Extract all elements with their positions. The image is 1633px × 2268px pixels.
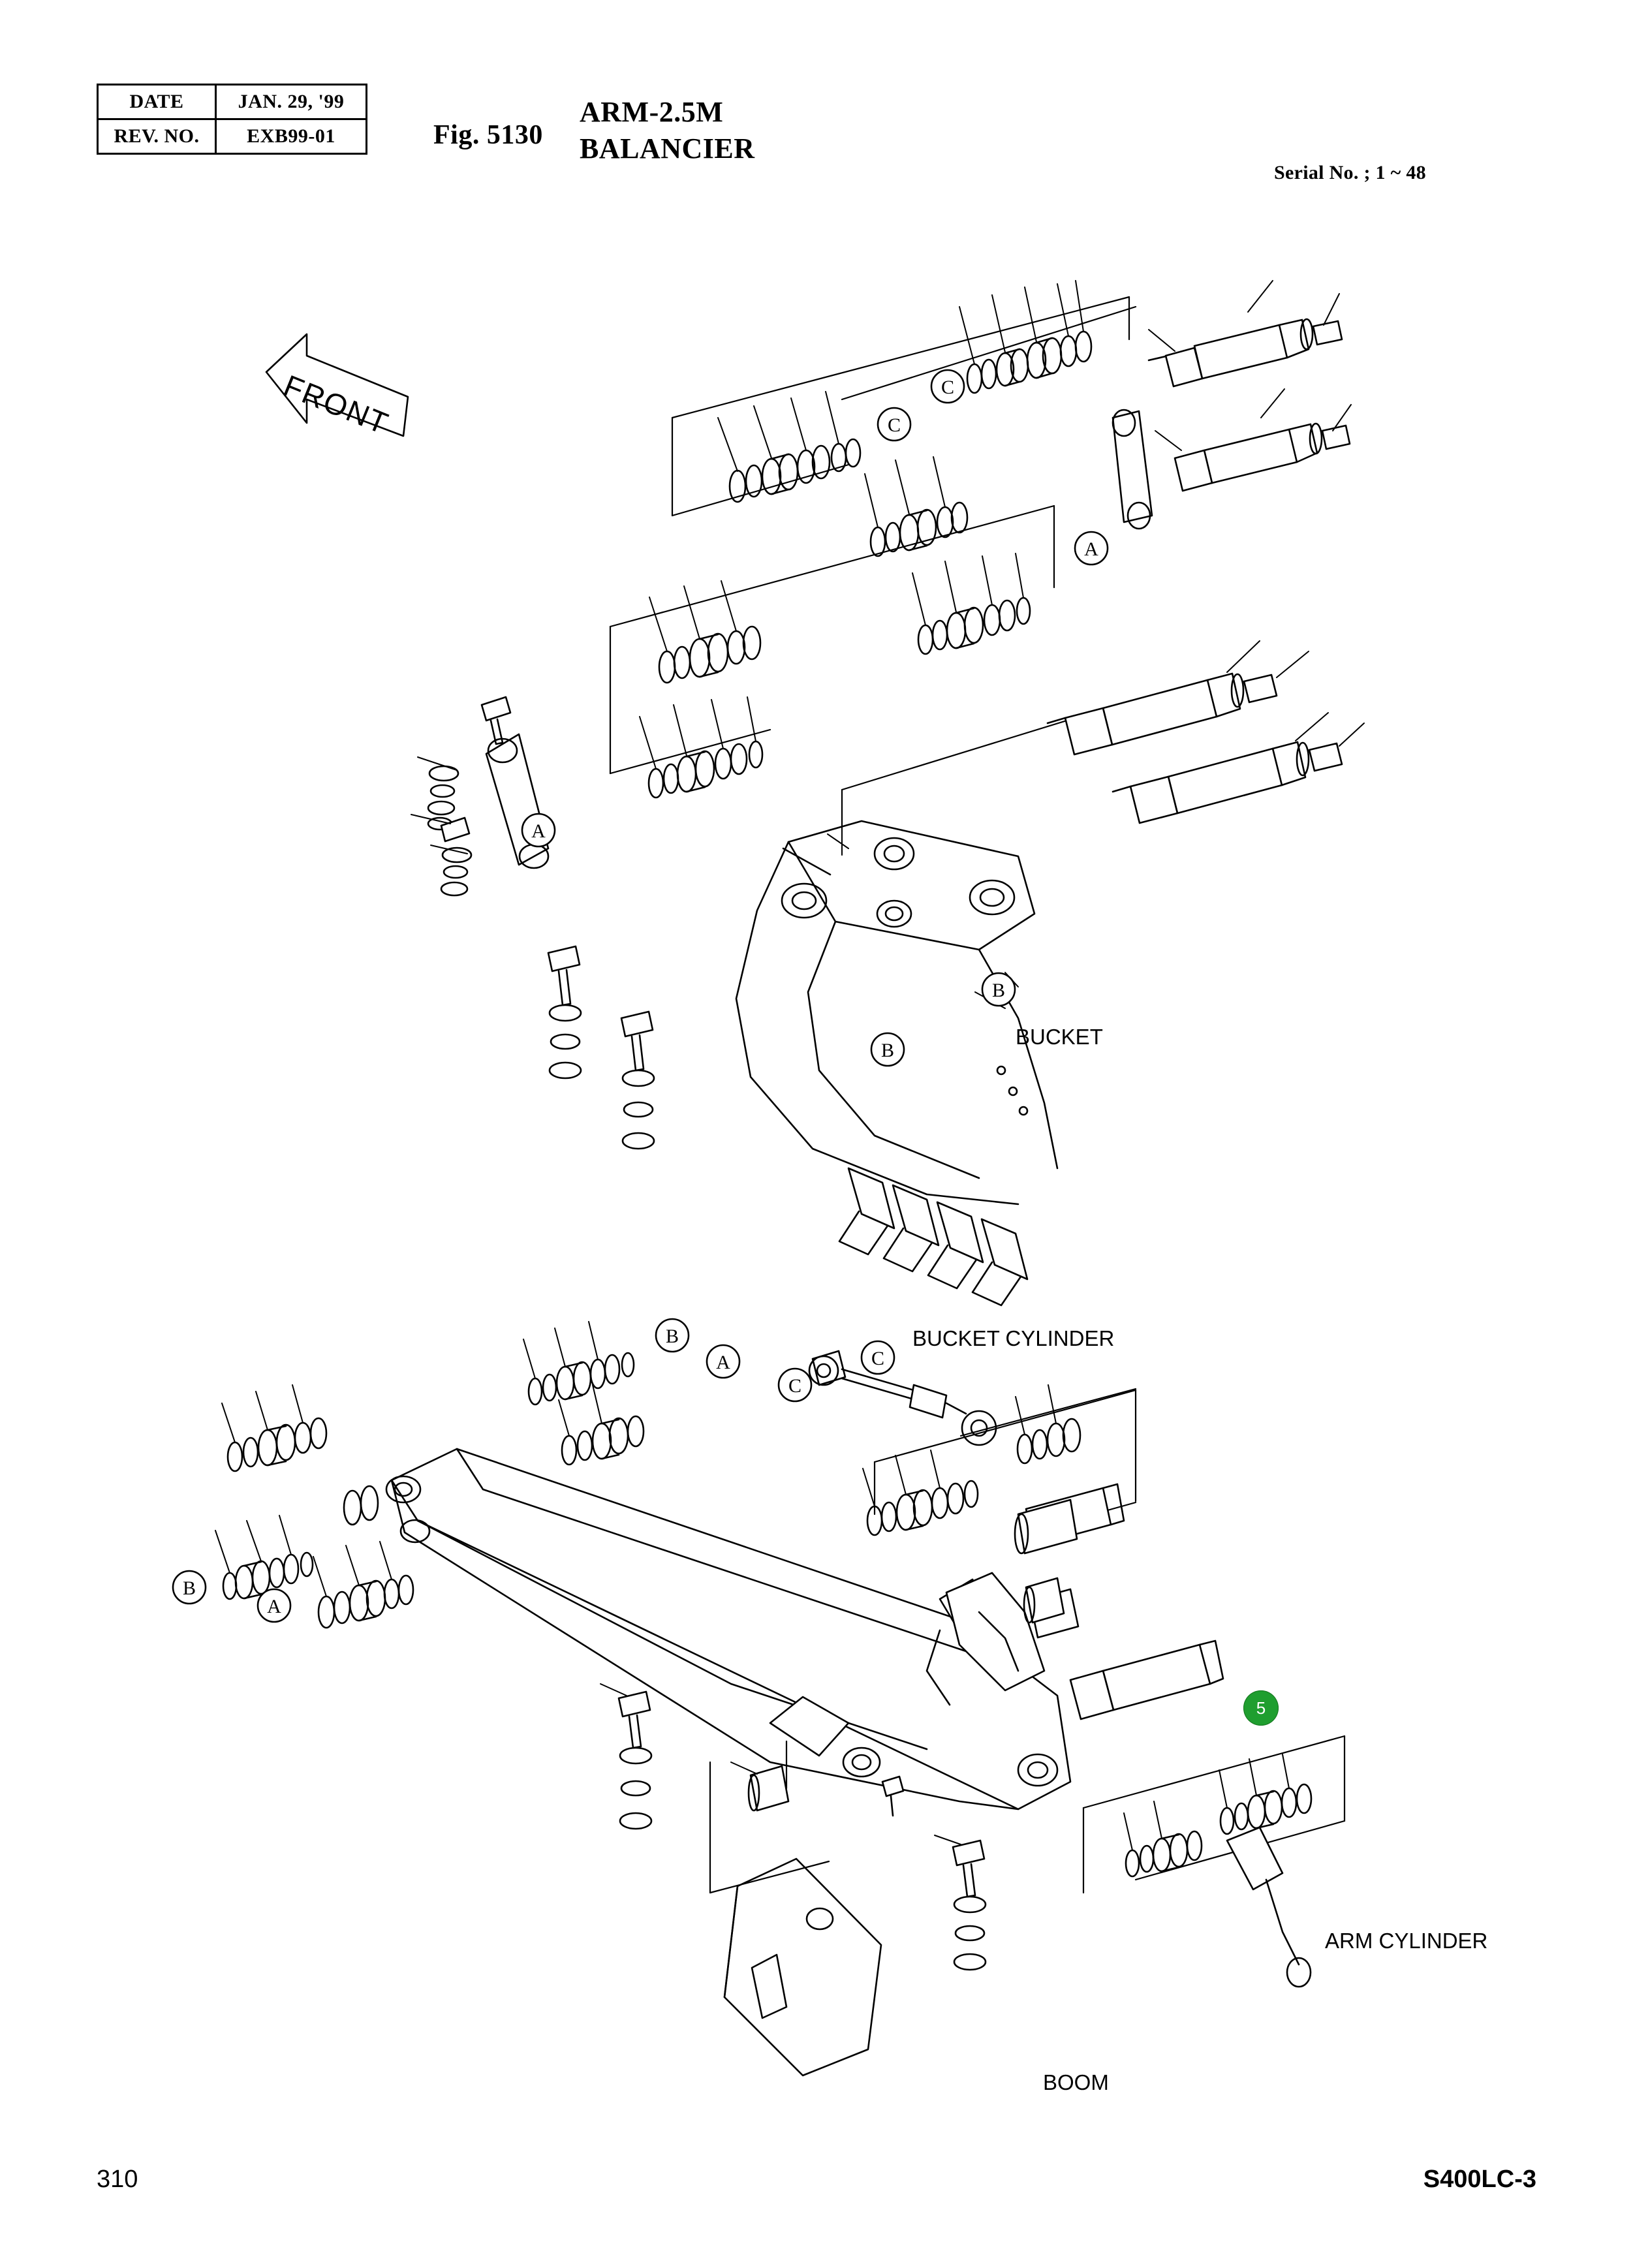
group-marker-b: B [991, 980, 1006, 1001]
group-marker-c: C [788, 1375, 802, 1397]
bushing-stack [344, 1486, 378, 1525]
bolt-part [548, 946, 580, 1005]
bushing-stack [871, 503, 967, 556]
group-marker-c: C [887, 414, 901, 436]
sleeve-part [1015, 1500, 1077, 1553]
group-marker-b: B [182, 1577, 196, 1599]
bushing-stack [562, 1416, 644, 1465]
link-bar-part [1113, 410, 1152, 529]
bushing-stack [1126, 1831, 1202, 1876]
group-marker-b: B [665, 1326, 679, 1347]
bolt-part [621, 1012, 653, 1070]
pin-part [1070, 1641, 1223, 1719]
figure-number: Fig. 5130 [433, 120, 543, 150]
bushing-stack [730, 439, 860, 502]
bucket-cylinder-part [809, 1351, 996, 1445]
front-arrow-label: FRONT [279, 368, 394, 441]
washer-stack [550, 1005, 581, 1078]
pin-part [1175, 424, 1350, 491]
group-marker-a: A [267, 1596, 281, 1617]
label-bucket-cylinder: BUCKET CYLINDER [912, 1326, 1115, 1350]
bushing-stack [529, 1353, 634, 1405]
rev-no-value: EXB99-01 [216, 119, 367, 154]
serial-number-range: Serial No. ; 1 ~ 48 [1274, 162, 1426, 183]
bushing-stack [659, 627, 760, 683]
bolt-part [953, 1841, 984, 1897]
group-marker-a: A [531, 820, 546, 842]
bushing-stack [319, 1576, 413, 1628]
link-bar-part [486, 734, 548, 868]
washer-stack [620, 1748, 651, 1829]
arm-cylinder-part [1227, 1827, 1311, 1987]
washer-stack [441, 848, 471, 895]
date-label: DATE [98, 85, 216, 119]
group-marker-a: A [1084, 538, 1098, 560]
page-title-line2: BALANCIER [580, 132, 755, 165]
bushing-stack [867, 1481, 978, 1535]
bushing-stack [228, 1418, 326, 1471]
label-arm-cylinder: ARM CYLINDER [1325, 1929, 1488, 1953]
sleeve-part [1024, 1578, 1064, 1623]
bushing-stack [918, 598, 1030, 654]
page-title-line1: ARM-2.5M [580, 96, 724, 128]
grease-fitting-part [882, 1777, 903, 1816]
label-boom: BOOM [1043, 2070, 1109, 2094]
group-marker-a: A [716, 1352, 730, 1373]
date-value: JAN. 29, '99 [216, 85, 367, 119]
highlighted-part-badge[interactable]: 5 [1243, 1690, 1279, 1726]
page-number: 310 [97, 2166, 138, 2193]
group-marker-c: C [871, 1348, 885, 1369]
bolt-part [619, 1692, 650, 1748]
bolt-part [441, 818, 469, 841]
bolt-part [482, 697, 510, 744]
rev-no-label: REV. NO. [98, 119, 216, 154]
bushing-stack [649, 741, 762, 798]
boom-part [724, 1859, 881, 2075]
washer-stack [623, 1070, 654, 1149]
label-bucket: BUCKET [1016, 1025, 1103, 1049]
pin-part [1149, 319, 1342, 386]
group-marker-b: B [880, 1040, 895, 1061]
bushing-stack [1018, 1419, 1080, 1463]
bushing-stack [1221, 1784, 1311, 1834]
pin-part [1113, 742, 1342, 823]
model-code: S400LC-3 [1423, 2166, 1536, 2193]
washer-stack [954, 1897, 986, 1970]
pin-part [1048, 674, 1277, 754]
group-marker-c: C [941, 377, 955, 398]
